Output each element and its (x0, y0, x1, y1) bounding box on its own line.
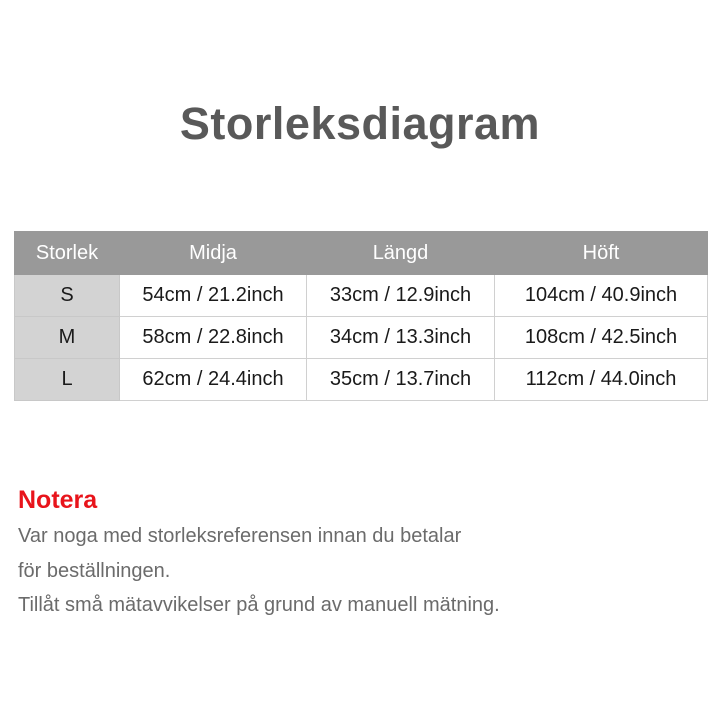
length-cell: 34cm / 13.3inch (307, 317, 495, 359)
length-cell: 35cm / 13.7inch (307, 359, 495, 401)
waist-cell: 62cm / 24.4inch (120, 359, 307, 401)
column-header-size: Storlek (15, 232, 120, 275)
size-cell: S (15, 275, 120, 317)
hip-cell: 104cm / 40.9inch (495, 275, 708, 317)
waist-cell: 58cm / 22.8inch (120, 317, 307, 359)
column-header-length: Längd (307, 232, 495, 275)
table-row (15, 317, 708, 359)
note-heading: Notera (18, 486, 98, 514)
table-header-row (15, 232, 708, 275)
column-header-hip: Höft (495, 232, 708, 275)
table-row (15, 359, 708, 401)
column-header-waist: Midja (120, 232, 307, 275)
page-title: Storleksdiagram (179, 98, 541, 149)
hip-cell: 108cm / 42.5inch (495, 317, 708, 359)
size-cell: M (15, 317, 120, 359)
note-text-line: Var noga med storleksreferensen innan du betalar (18, 525, 462, 547)
waist-cell: 54cm / 21.2inch (120, 275, 307, 317)
hip-cell: 112cm / 44.0inch (495, 359, 708, 401)
note-text-line: för beställningen. (18, 560, 171, 582)
length-cell: 33cm / 12.9inch (307, 275, 495, 317)
note-text-line: Tillåt små mätavvikelser på grund av manuell mätning. (18, 594, 500, 616)
size-cell: L (15, 359, 120, 401)
size-chart-table (14, 231, 708, 401)
table-row (15, 275, 708, 317)
